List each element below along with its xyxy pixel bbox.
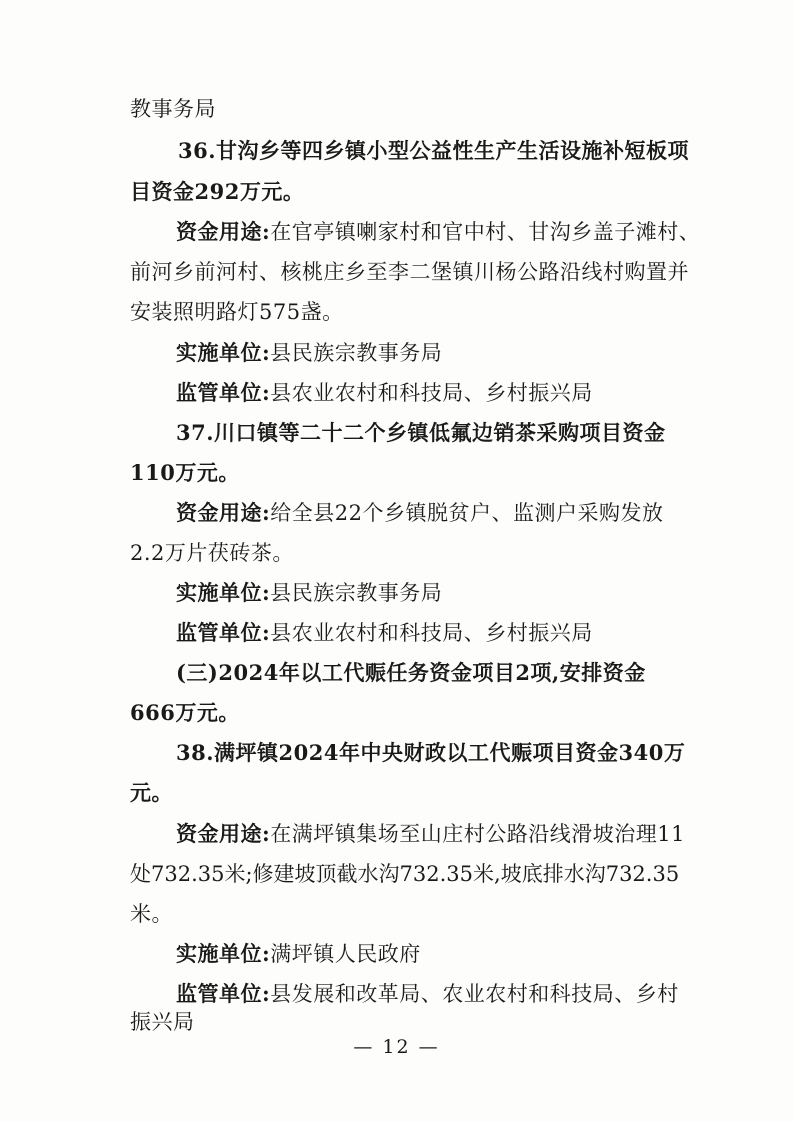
item-37-usage (176, 499, 664, 527)
text-line: 处732.35米;修建坡顶截水沟732.35米,坡底排水沟732.35 (130, 862, 680, 886)
item-38-title: 38.满坪镇2024年中央财政以工代赈项目资金340万 (176, 740, 686, 765)
item-36-supervise (176, 379, 593, 407)
usage-label: 资金用途: (176, 500, 271, 525)
impl-text: 县民族宗教事务局 (270, 341, 443, 365)
text-line: 前河乡前河村、核桃庄乡至李二堡镇川杨公路沿线村购置并 (130, 260, 689, 284)
text-line: 安装照明路灯575盏。 (130, 300, 344, 324)
item-36-impl (176, 339, 442, 367)
usage-text: 给全县22个乡镇脱贫户、监测户采购发放 (270, 501, 664, 525)
item-38-title-cont: 元。 (130, 780, 173, 805)
usage-label: 资金用途: (176, 821, 271, 846)
impl-text: 满坪镇人民政府 (270, 942, 421, 966)
item-37-title: 37.川口镇等二十二个乡镇低氟边销茶采购项目资金 (176, 420, 666, 445)
supervise-label: 监管单位: (176, 620, 271, 645)
supervise-label: 监管单位: (176, 380, 271, 405)
item-36-usage (176, 218, 700, 246)
usage-text: 在满坪镇集场至山庄村公路沿线滑坡治理11 (270, 822, 685, 846)
impl-label: 实施单位: (176, 941, 271, 966)
page-number: — 12 — (353, 1036, 440, 1058)
item-37-title-cont: 110万元。 (130, 460, 240, 485)
usage-label: 资金用途: (176, 219, 271, 244)
item-37-supervise (176, 619, 593, 647)
item-36-title-cont: 目资金292万元。 (130, 179, 305, 204)
supervise-text: 县农业农村和科技局、乡村振兴局 (270, 621, 593, 645)
supervise-label: 监管单位: (176, 981, 271, 1006)
impl-text: 县民族宗教事务局 (270, 581, 443, 605)
text-line: 2.2万片茯砖茶。 (130, 541, 294, 565)
item-37-impl (176, 579, 442, 607)
impl-label: 实施单位: (176, 340, 271, 365)
supervise-text: 县农业农村和科技局、乡村振兴局 (270, 381, 593, 405)
impl-label: 实施单位: (176, 580, 271, 605)
text-line: 米。 (130, 902, 173, 926)
item-36-title: 36.甘沟乡等四乡镇小型公益性生产生活设施补短板项 (178, 138, 690, 163)
item-38-supervise (176, 980, 679, 1008)
text-line: 振兴局 (130, 1010, 195, 1034)
item-38-impl (176, 940, 421, 968)
item-38-usage (176, 820, 685, 848)
usage-text: 在官亭镇喇家村和官中村、甘沟乡盖子滩村、 (270, 220, 701, 244)
supervise-text: 县发展和改革局、农业农村和科技局、乡村 (270, 982, 679, 1006)
text-line: 教事务局 (130, 97, 216, 121)
section-3-heading-cont: 666万元。 (130, 700, 240, 725)
section-3-heading: (三)2024年以工代赈任务资金项目2项,安排资金 (176, 660, 646, 685)
